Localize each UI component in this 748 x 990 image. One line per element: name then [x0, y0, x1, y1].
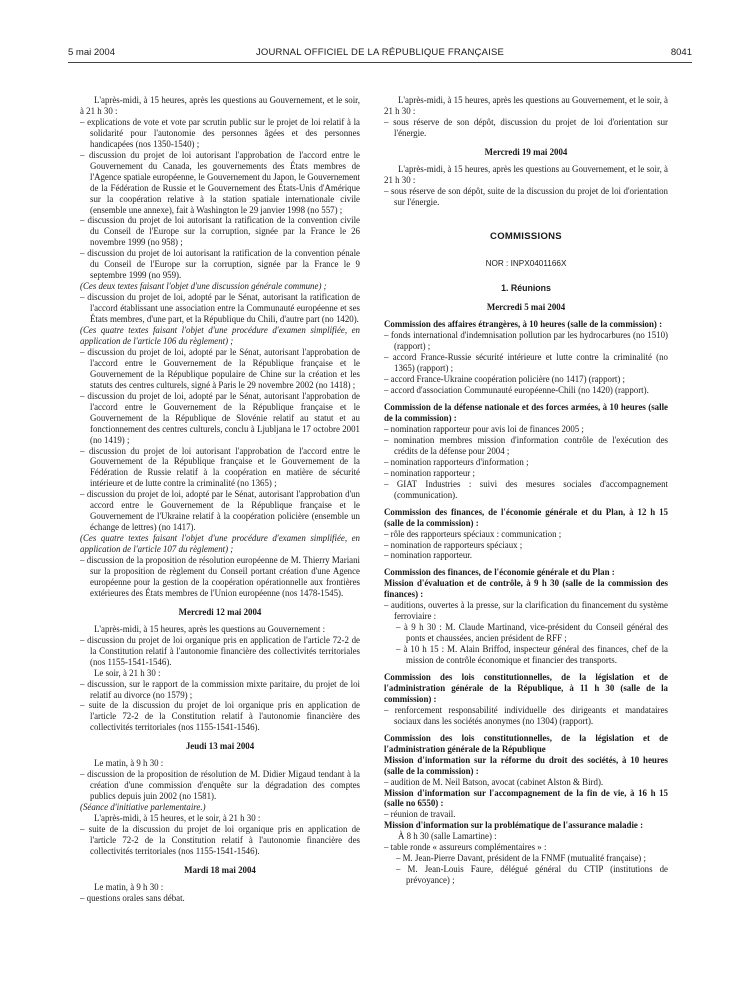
header-page-number: 8041: [670, 47, 692, 58]
day-heading: Mercredi 12 mai 2004: [178, 606, 262, 617]
agenda-list: [80, 555, 360, 599]
procedure-note: (Ces quatre textes faisant l'objet d'une procédure d'examen simplifiée, en application de l'article 106 du règlement) ;: [80, 325, 360, 346]
paragraph: L'après-midi, à 15 heures, après les questions au Gouvernement :: [94, 623, 326, 634]
agenda-sublist: [384, 622, 668, 666]
agenda-item: – suite de la discussion du projet de loi organique pris en application de l'article 72-2 de la Constitution relatif à l'autonomie financière des collectivités territoriales (nos 1155-1541-1546).: [80, 700, 360, 733]
agenda-item: – à 10 h 15 : M. Alain Briffod, inspecteur général des finances, chef de la mission de contrôle économique et financier des transports.: [396, 644, 668, 666]
paragraph: L'après-midi, à 15 heures, après les questions au Gouvernement, et le soir, à 21 h 30 :: [80, 95, 360, 116]
day-heading: Mercredi 5 mai 2004: [486, 302, 566, 313]
agenda-list: [80, 292, 360, 325]
commission-heading: Commission des lois constitutionnelles, de la législation et de l'administration générale de la République, à 11 h 30 (salle de la commission) :: [384, 671, 668, 704]
agenda-item: – réunion de travail.: [384, 809, 456, 820]
nor-reference: NOR : INPX0401166X: [485, 258, 567, 268]
paragraph: L'après-midi, à 15 heures, après les questions au Gouvernement, et le soir, à 21 h 30 :: [384, 163, 668, 185]
agenda-list: [384, 705, 668, 727]
day-heading: Jeudi 13 mai 2004: [185, 741, 255, 752]
agenda-list: [384, 424, 668, 501]
paragraph: L'après-midi, à 15 heures, après les questions au Gouvernement, et le soir, à 21 h 30 :: [384, 95, 668, 116]
agenda-item: – sous réserve de son dépôt, discussion du projet de loi d'orientation sur l'énergie.: [384, 116, 668, 138]
agenda-item: – GIAT Industries : suivi des mesures sociales d'accompagnement (communication).: [384, 478, 668, 500]
agenda-list: [384, 842, 668, 853]
agenda-item: – auditions, ouvertes à la presse, sur la clarification du financement du système ferroviaire :: [384, 600, 668, 622]
paragraph: Le soir, à 21 h 30 :: [94, 667, 161, 678]
commission-heading: Commission des lois constitutionnelles, de la législation et de l'administration générale de la République: [384, 732, 668, 754]
paragraph: Le matin, à 9 h 30 :: [94, 881, 164, 892]
agenda-item: – discussion du projet de loi autorisant l'approbation de l'accord entre le Gouvernement du Canada, les gouvernements des États membres de l'Agence spatiale européenne, le Gouvernement du Japon, le Gouvernement de la Fédération de Russie et le Gouvernement des États-Unis d'Amérique sur la coopération relative à la station spatiale internationale civile (ensemble une annexe), fait à Washington le 29 janvier 1998 (no 557) ;: [80, 149, 360, 215]
subsection-title: 1. Réunions: [501, 283, 551, 294]
agenda-item: – discussion de la proposition de résolution européenne de M. Thierry Mariani sur la proposition de règlement du Conseil portant création d'une Agence européenne pour la gestion de la coopération opérationnelle aux frontières extérieures des États membres de l'Union européenne (nos 1478-1545).: [80, 555, 360, 598]
agenda-item: – nomination rapporteur pour avis loi de finances 2005 ;: [384, 423, 584, 434]
agenda-item: – discussion du projet de loi, adopté par le Sénat, autorisant la ratification de l'accord établissant une association entre la Communauté européenne et ses États membres, d'une part, et la République du Chili, d'autre part (no 1420).: [80, 292, 360, 325]
agenda-item: – suite de la discussion du projet de loi organique pris en application de l'article 72-2 de la Constitution relatif à l'autonomie financière des collectivités territoriales (nos 1155-1541-1546).: [80, 824, 360, 856]
agenda-item: – accord France-Russie sécurité intérieure et lutte contre la criminalité (no 1365) (rapport) ;: [384, 352, 668, 374]
procedure-note: (Ces quatre textes faisant l'objet d'une procédure d'examen simplifiée, en application de l'article 107 du règlement) ;: [80, 533, 360, 555]
header-rule: [68, 62, 692, 63]
agenda-item: – discussion du projet de loi, adopté par le Sénat, autorisant l'approbation de l'accord entre le Gouvernement de la République française et le Gouvernement de la République de Slovénie relatif au statut et au fonctionnement des centres culturels, conclu à Ljubljana le 17 octobre 2001 (no 1419) ;: [80, 390, 360, 445]
mission-heading: Mission d'information sur la problématique de l'assurance maladie :: [384, 820, 644, 831]
agenda-item: – fonds international d'indemnisation pollution par les hydrocarbures (no 1510) (rapport) ;: [384, 330, 668, 352]
mission-heading: Mission d'information sur l'accompagnement de la fin de vie, à 16 h 15 (salle no 6550) :: [384, 787, 668, 809]
agenda-item: – nomination rapporteurs d'information ;: [384, 456, 529, 467]
agenda-item: – M. Jean-Louis Faure, délégué général du CTIP (institutions de prévoyance) ;: [396, 864, 668, 886]
commission-heading: Commission des finances, de l'économie générale et du Plan :: [384, 567, 615, 578]
agenda-item: – discussion du projet de loi organique pris en application de l'article 72-2 de la Constitution relatif à l'autonomie financière des collectivités territoriales (nos 1155-1541-1546).: [80, 634, 360, 667]
agenda-item: – discussion du projet de loi autorisant l'approbation de l'accord entre le Gouvernement de la République française et le Gouvernement de la Fédération de Russie relatif à la coopération en matière de sécurité intérieure et de lutte contre la criminalité (no 1365) ;: [80, 445, 360, 489]
agenda-item: – discussion du projet de loi, adopté par le Sénat, autorisant l'approbation d'un accord entre le Gouvernement de la République française et le Gouvernement de l'Ukraine relatif à la coopération policière (ensemble un échange de lettres) (no 1417).: [80, 489, 360, 533]
agenda-item: – nomination de rapporteurs spéciaux ;: [384, 539, 523, 550]
agenda-item: – nomination rapporteur ;: [384, 467, 475, 478]
agenda-item: – renforcement responsabilité individuelle des dirigeants et mandataires sociaux dans les sociétés anonymes (no 1304) (rapport).: [384, 704, 668, 726]
right-column: [384, 95, 668, 886]
paragraph: À 8 h 30 (salle Lamartine) :: [398, 831, 497, 842]
paragraph: Le matin, à 9 h 30 :: [94, 758, 164, 769]
commission-heading: Commission des finances, de l'économie générale et du Plan, à 12 h 15 (salle de la commission) :: [384, 506, 668, 528]
agenda-item: – explications de vote et vote par scrutin public sur le projet de loi relatif à la solidarité pour l'autonomie des personnes âgées et des personnes handicapées (nos 1350-1540) ;: [80, 116, 360, 149]
agenda-item: – nomination membres mission d'information contrôle de l'exécution des crédits de la défense pour 2004 ;: [384, 434, 668, 456]
commission-heading: Commission de la défense nationale et des forces armées, à 10 heures (salle de la commission) :: [384, 402, 668, 424]
commission-heading: Commission des affaires étrangères, à 10 heures (salle de la commission) :: [384, 319, 663, 330]
procedure-note: (Séance d'initiative parlementaire.): [80, 802, 206, 813]
page-header: [68, 47, 692, 61]
agenda-item: – discussion, sur le rapport de la commission mixte paritaire, du projet de loi relatif au divorce (no 1579) ;: [80, 678, 360, 700]
agenda-item: – audition de M. Neil Batson, avocat (cabinet Alston & Bird).: [384, 776, 604, 787]
agenda-list: [384, 777, 668, 788]
agenda-list: [80, 117, 360, 281]
agenda-item: – discussion de la proposition de résolution de M. Didier Migaud tendant à la création d'une commission d'enquête sur la dégradation des comptes publics depuis juin 2002 (no 1581).: [80, 769, 360, 802]
agenda-list: [384, 330, 668, 396]
agenda-list: [384, 809, 668, 820]
section-title: COMMISSIONS: [490, 230, 562, 242]
procedure-note: (Ces deux textes faisant l'objet d'une discussion générale commune) ;: [80, 281, 327, 292]
agenda-sublist: [384, 853, 668, 886]
agenda-item: – table ronde « assureurs complémentaires » :: [384, 842, 547, 853]
left-column: [80, 95, 360, 904]
agenda-item: – à 9 h 30 : M. Claude Martinand, vice-président du Conseil général des ponts et chaussées, ancien président de RFF ;: [396, 622, 668, 644]
agenda-list: [80, 347, 360, 533]
agenda-item: – nomination rapporteur.: [384, 550, 472, 561]
agenda-item: – accord France-Ukraine coopération policière (no 1417) (rapport) ;: [384, 374, 625, 385]
agenda-list: [384, 529, 668, 562]
header-title: JOURNAL OFFICIEL DE LA RÉPUBLIQUE FRANÇAISE: [255, 47, 505, 58]
agenda-list: [384, 600, 668, 622]
agenda-item: – M. Jean-Pierre Davant, président de la FNMF (mutualité française) ;: [396, 853, 646, 864]
mission-heading: Mission d'évaluation et de contrôle, à 9 h 30 (salle de la commission des finances) :: [384, 578, 668, 600]
mission-heading: Mission d'information sur la réforme du droit des sociétés, à 10 heures (salle de la commission) :: [384, 754, 668, 776]
agenda-item: – discussion du projet de loi autorisant la ratification de la convention pénale du Conseil de l'Europe sur la corruption, signée par la France le 9 septembre 1999 (no 959).: [80, 248, 360, 281]
day-heading: Mercredi 19 mai 2004: [484, 146, 568, 157]
agenda-item: – questions orales sans débat.: [80, 892, 185, 903]
agenda-item: – rôle des rapporteurs spéciaux : communication ;: [384, 528, 562, 539]
agenda-item: – sous réserve de son dépôt, suite de la discussion du projet de loi d'orientation sur l'énergie.: [384, 185, 668, 207]
day-heading: Mardi 18 mai 2004: [184, 864, 256, 875]
agenda-item: – discussion du projet de loi autorisant la ratification de la convention civile du Conseil de l'Europe sur la corruption, signée par la France le 26 novembre 1999 (no 958) ;: [80, 215, 360, 248]
header-date: 5 mai 2004: [68, 47, 116, 58]
agenda-item: – accord d'association Communauté européenne-Chili (no 1420) (rapport).: [384, 385, 649, 396]
paragraph: L'après-midi, à 15 heures, et le soir, à 21 h 30 :: [94, 813, 261, 824]
agenda-item: – discussion du projet de loi, adopté par le Sénat, autorisant l'approbation de l'accord entre le Gouvernement de la République française et le Gouvernement de la République populaire de Chine sur la création et les statuts des centres culturels, signé à Paris le 29 novembre 2002 (no 1418) ;: [80, 346, 360, 390]
